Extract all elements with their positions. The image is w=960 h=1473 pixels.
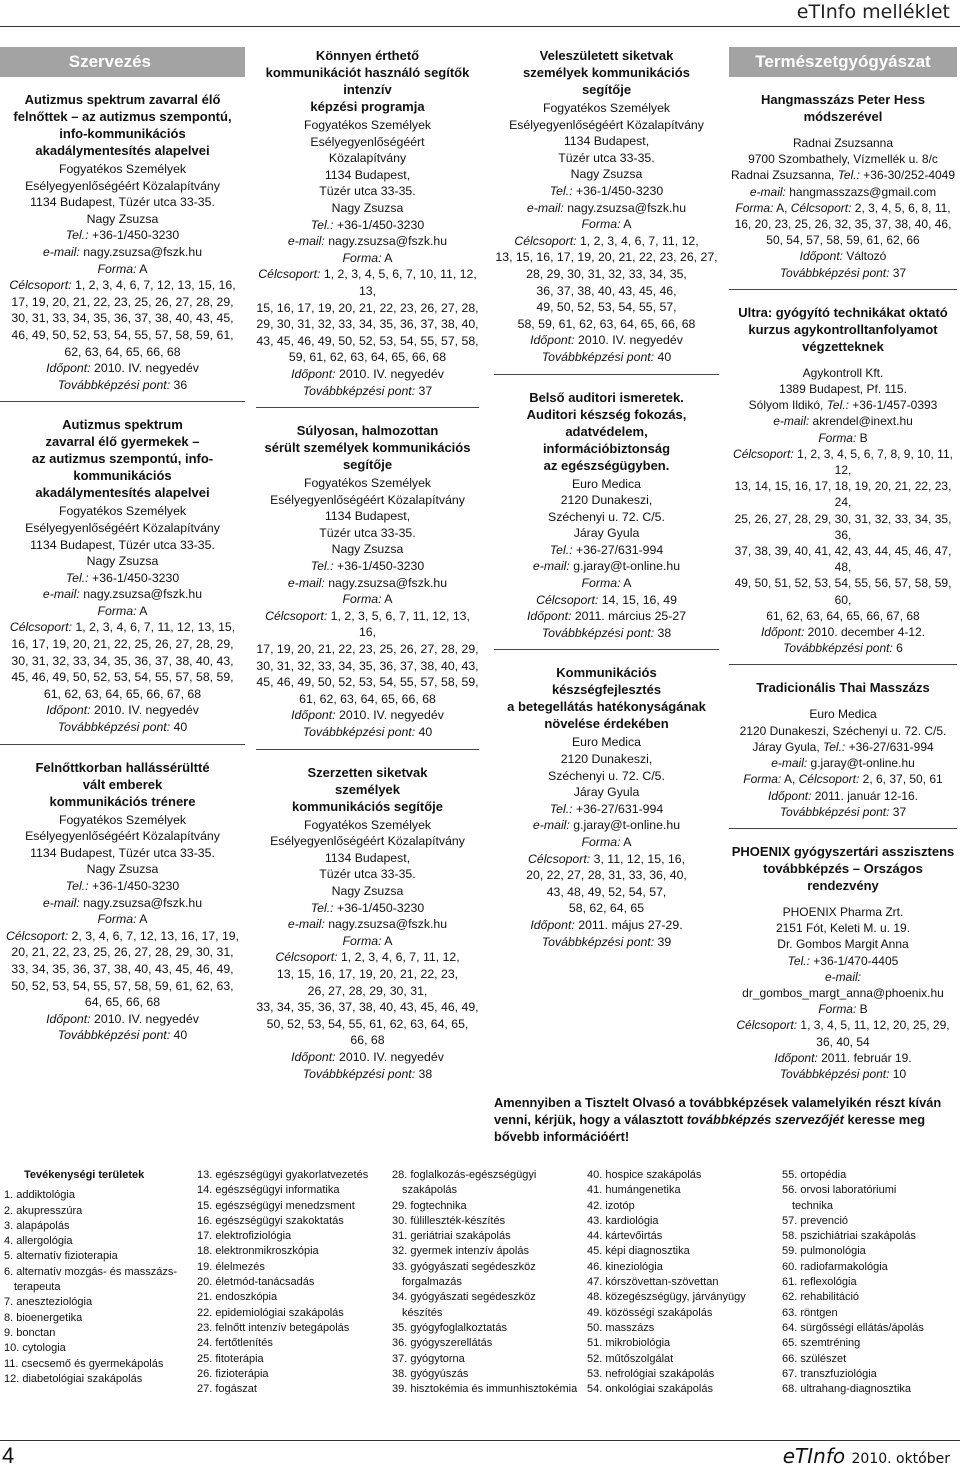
legend-item: 7. aneszteziológia xyxy=(4,1296,93,1309)
target-group: Célcsoport: 14, 15, 16, 49 xyxy=(536,592,677,607)
page-header xyxy=(0,0,960,27)
column-szervezes xyxy=(0,47,245,1066)
course-title: Veleszületett siketvak személyek kommunikációs segítője xyxy=(523,48,690,97)
legend-item: 10. cytologia xyxy=(4,1342,66,1355)
course-block-11 xyxy=(729,304,957,666)
target-group: Célcsoport: 1, 3, 4, 5, 11, 12, 20, 25, 29, 36, 40, 54 xyxy=(736,1018,950,1049)
credit-points: Továbbképzési pont: 40 xyxy=(302,725,433,739)
credit-points: Továbbképzési pont: 37 xyxy=(779,265,907,280)
target-group: Célcsoport: 1, 2, 3, 5, 6, 7, 11, 12, 13, 16, 17, 19, 20, 21, 22, 23, 25, 26, 27, 28, 29, 30, 31, 32, 33, 34, 35, 36, 37, 38, 40, 43, 45, 46, 49, 50, 52, 53, 54, 55, 57, 58, 59, 61, 62, 63, 64, 65, 66, 68 xyxy=(256,608,479,706)
course-title: Kommunikációs készségfejlesztés a betegellátás hatékonyságának növelése érdekében xyxy=(507,665,706,732)
address: 1134 Budapest, xyxy=(324,850,411,865)
org-name: Fogyatékos Személyek xyxy=(303,118,432,132)
legend-item: 8. bioenergetika xyxy=(4,1311,83,1324)
forma: Forma: A xyxy=(581,576,632,591)
legend-column-4 xyxy=(587,1168,746,1397)
legend-item: 16. egészségügyi szakoktatás xyxy=(197,1214,344,1227)
address: 1134 Budapest, xyxy=(324,167,411,182)
course-title: Szerzetten siketvak személyek kommunikációs segítője xyxy=(292,764,443,814)
legend-item: terapeuta xyxy=(14,1281,61,1294)
legend-item: 31. geriátriai szakápolás xyxy=(392,1230,511,1243)
org-name: Fogyatékos Személyek xyxy=(303,476,432,491)
course-title: Autizmus spektrum zavarral élő gyermekek – az autizmus szempontú, info- kommunikációs akadálymentesítés alapelvei xyxy=(31,417,214,501)
legend-item: 48. közegészségügy, járványügy xyxy=(587,1291,746,1304)
legend-item: 13. egészségügyi gyakorlatvezetés xyxy=(197,1169,369,1181)
phone: Radnai Zsuzsanna, Tel.: +36-30/252-4049 xyxy=(730,168,956,183)
phone: Tel.: +36-1/450-3230 xyxy=(65,570,180,585)
forma: Forma: A xyxy=(97,261,148,276)
org-name: Euro Medica xyxy=(571,735,642,750)
course-block-3 xyxy=(0,759,245,1052)
course-block-4 xyxy=(256,47,479,408)
forma: Forma: B xyxy=(818,430,868,445)
phone: Járay Gyula, Tel.: +36-27/631-994 xyxy=(752,739,934,754)
contact-person: Dr. Gombos Margit Anna xyxy=(777,937,909,952)
column-termeszetgyogyaszat xyxy=(729,47,957,1104)
date: Időpont: 2010. IV. negyedév xyxy=(46,361,199,376)
phone: Tel.: +36-27/631-994 xyxy=(549,542,664,557)
legend-item: 32. gyermek intenzív ápolás xyxy=(392,1245,529,1258)
email: e-mail: hangmasszazs@gmail.com xyxy=(749,184,937,199)
address: 1134 Budapest, Tüzér utca 33-35. xyxy=(30,195,215,210)
legend-item: 41. humángenetika xyxy=(587,1184,681,1197)
course-block-1 xyxy=(0,91,245,402)
legend-item: 12. diabetológiai szakápolás xyxy=(4,1372,143,1385)
org-name: Esélyegyenlőségéért Közalapítvány xyxy=(25,829,220,844)
legend-item: 1. addiktológia xyxy=(4,1189,75,1202)
course-block-7 xyxy=(494,47,719,375)
legend-item: 56. orvosi laboratóriumi xyxy=(782,1184,897,1197)
date: Időpont: 2010. IV. negyedév xyxy=(46,703,199,718)
email: e-mail: nagy.zsuzsa@fszk.hu xyxy=(42,587,203,602)
course-block-2 xyxy=(0,416,245,744)
course-title: Felnőttkorban hallássérültté vált emberek kommunikációs trénere xyxy=(35,759,210,809)
email: e-mail: nagy.zsuzsa@fszk.hu xyxy=(287,917,448,932)
legend-item: szakápolás xyxy=(402,1184,458,1197)
forma: Forma: A xyxy=(97,912,148,927)
credit-points: Továbbképzési pont: 38 xyxy=(302,1066,433,1081)
email: e-mail: nagy.zsuzsa@fszk.hu xyxy=(287,234,448,249)
forma: Forma: A xyxy=(581,217,632,232)
contact-person: Nagy Zsuzsa xyxy=(331,542,404,557)
org-name: Fogyatékos Személyek xyxy=(58,812,187,827)
contact-person: Nagy Zsuzsa xyxy=(86,554,159,569)
phone: Tel.: +36-1/450-3230 xyxy=(65,228,180,243)
contact-person: Nagy Zsuzsa xyxy=(86,211,159,226)
legend-column-3 xyxy=(392,1168,577,1397)
reader-note: Amennyiben a Tisztelt Olvasó a továbbképzések valamelyikén részt kíván venni, kérjük, hogy a választott továbbképzés szervezőjét keresse meg bővebb információért! xyxy=(494,1095,942,1144)
legend-item: technika xyxy=(792,1199,833,1212)
legend-item: 18. elektronmikroszkópia xyxy=(197,1245,319,1258)
phone: Tel.: +36-1/450-3230 xyxy=(65,879,180,893)
legend-column-5 xyxy=(782,1168,924,1397)
legend-item: 19. élelmezés xyxy=(197,1260,265,1273)
legend-item: 68. ultrahang-diagnosztika xyxy=(782,1383,912,1396)
course-block-10 xyxy=(729,91,957,290)
course-title: Ultra: gyógyító technikákat oktató kurzus agykontrolltanfolyamot végzetteknek xyxy=(738,304,948,354)
legend-item: 64. sürgősségi ellátás/ápolás xyxy=(782,1321,924,1334)
date: Időpont: 2011. január 12-16. xyxy=(768,788,918,803)
address: 2120 Dunakeszi, xyxy=(560,752,653,767)
legend-item: 4. allergológia xyxy=(4,1235,73,1248)
legend-item: 6. alternatív mozgás- és masszázs- xyxy=(4,1265,178,1278)
course-title: Tradicionális Thai Masszázs xyxy=(756,680,930,696)
legend-item: 24. fertőtlenítés xyxy=(197,1337,273,1350)
course-block-13 xyxy=(729,843,957,1090)
target-group: Célcsoport: 1, 2, 3, 4, 5, 6, 7, 10, 11, 12, 13, 15, 16, 17, 19, 20, 21, 22, 23, 26, 27, 28, 29, 30, 31, 32, 33, 34, 35, 36, 37, 38, 40, 43, 45, 46, 49, 50, 52, 53, 54, 55, 57, 58, 59, 61, 62, 63, 64, 65, 66, 68 xyxy=(256,267,479,365)
legend-item: 21. endoszkópia xyxy=(197,1291,278,1304)
legend-item: 58. pszichiátriai szakápolás xyxy=(782,1230,916,1243)
phone: Tel.: +36-27/631-994 xyxy=(549,801,664,816)
legend-item: 47. kórszövettan-szövettan xyxy=(587,1276,719,1289)
org-name: Fogyatékos Személyek xyxy=(542,101,671,115)
address: 1134 Budapest, Tüzér utca 33-35. xyxy=(30,537,215,552)
forma: Forma: A xyxy=(342,592,393,607)
email: e-mail: nagy.zsuzsa@fszk.hu xyxy=(526,200,687,215)
target-group: Célcsoport: 3, 11, 12, 15, 16, 20, 22, 27, 28, 31, 33, 36, 40, 43, 48, 49, 52, 54, 57, 58, 62, 64, 65 xyxy=(526,851,687,916)
section-title-szervezes: Szervezés xyxy=(0,47,245,77)
date: Időpont: 2010. december 4-12. xyxy=(760,625,926,640)
target-group: Célcsoport: 1, 2, 3, 4, 6, 7, 11, 12, 13, 15, 16, 17, 19, 20, 21, 22, 23, 26, 27, 28, 29, 30, 31, 32, 33, 34, 35, 36, 37, 38, 40, 43, 45, 46, 49, 50, 52, 53, 54, 55, 57, 58, 59, 61, 62, 63, 64, 65, 66, 68 xyxy=(495,233,718,331)
legend-item: 3. alapápolás xyxy=(4,1219,70,1232)
target-group: Forma: A, Célcsoport: 2, 6, 37, 50, 61 xyxy=(743,772,943,787)
credit-points: Továbbképzési pont: 6 xyxy=(783,641,903,656)
forma: Forma: A xyxy=(581,835,632,849)
target-group: Célcsoport: 1, 2, 3, 4, 6, 7, 12, 13, 15, 16, 17, 19, 20, 21, 22, 23, 25, 26, 27, 28, 29, 30, 31, 33, 34, 35, 36, 37, 38, 40, 43, 45, 46, 49, 50, 52, 53, 54, 55, 57, 58, 59, 61, 62, 63, 64, 65, 66, 68 xyxy=(9,278,236,359)
course-title: Súlyosan, halmozottan sérült személyek kommunikációs segítője xyxy=(264,423,471,473)
legend-item: 43. kardiológia xyxy=(587,1214,659,1227)
course-title: Autizmus spektrum zavarral élő felnőttek – az autizmus szempontú, info-kommunikációs akadálymentesítés alapelvei xyxy=(13,92,232,158)
credit-points: Továbbképzési pont: 10 xyxy=(779,1066,907,1081)
address: 2151 Fót, Keleti M. u. 19. xyxy=(775,921,911,936)
legend-item: 2. akupresszúra xyxy=(4,1204,83,1217)
legend-item: 61. reflexológia xyxy=(782,1276,857,1289)
contact-person: Nagy Zsuzsa xyxy=(570,167,643,182)
legend-item: 55. ortopédia xyxy=(782,1169,847,1181)
legend-item: 65. szemtréning xyxy=(782,1337,861,1350)
legend-item: 51. mikrobiológia xyxy=(587,1337,671,1350)
legend-item: 20. életmód-tanácsadás xyxy=(197,1276,315,1289)
legend-item: 46. kineziológia xyxy=(587,1260,663,1273)
credit-points: Továbbképzési pont: 36 xyxy=(57,377,188,392)
email: e-mail: dr_gombos_margt_anna@phoenix.hu xyxy=(742,969,944,1000)
org-name: Esélyegyenlőségéért Közalapítvány xyxy=(25,520,220,535)
forma: Forma: A xyxy=(342,250,393,265)
legend-item: 15. egészségügyi menedzsment xyxy=(197,1199,355,1212)
org-name: Fogyatékos Személyek xyxy=(58,504,187,519)
org-name: Esélyegyenlőségéért Közalapítvány xyxy=(270,492,465,507)
legend-item: 39. hisztokémia és immunhisztokémia xyxy=(392,1383,578,1396)
course-block-6 xyxy=(256,764,479,1091)
org-name: Esélyegyenlőségéért Közalapítvány xyxy=(270,834,465,849)
org-name: Közalapítvány xyxy=(328,151,407,166)
legend-item: 36. gyógyszerellátás xyxy=(392,1337,493,1350)
org-name: Esélyegyenlőségéért xyxy=(310,134,425,149)
email: e-mail: g.jaray@t-online.hu xyxy=(532,559,681,574)
course-title: PHOENIX gyógyszertári asszisztens továbbképzés – Országos rendezvény xyxy=(731,843,955,893)
forma: Forma: A xyxy=(342,933,393,948)
address: 9700 Szombathely, Vízmellék u. 8/c xyxy=(748,152,938,167)
address: Tüzér utca 33-35. xyxy=(319,867,416,882)
course-block-9 xyxy=(494,664,719,958)
address: Tüzér utca 33-35. xyxy=(558,150,655,165)
legend-item: 53. nefrológiai szakápolás xyxy=(587,1367,715,1380)
date: Időpont: 2011. február 19. xyxy=(774,1050,912,1065)
legend-item: 34. gyógyászati segédeszköz xyxy=(392,1291,536,1304)
contact-person: Nagy Zsuzsa xyxy=(331,200,404,215)
legend-item: 45. képi diagnosztika xyxy=(587,1245,690,1258)
address: 2120 Dunakeszi, Széchenyi u. 72. C/5. xyxy=(739,723,947,738)
legend-title: Tevékenységi területek xyxy=(24,1169,145,1181)
legend-item: 29. fogtechnika xyxy=(392,1199,467,1212)
legend-item: 54. onkológiai szakápolás xyxy=(587,1383,713,1396)
legend-item: 59. pulmonológia xyxy=(782,1245,866,1258)
legend-item: 30. fülilleszték-készítés xyxy=(392,1214,506,1227)
date: Időpont: 2010. IV. negyedév xyxy=(46,1011,199,1026)
target-group: Forma: A, Célcsoport: 2, 3, 4, 5, 6, 8, 11, 16, 20, 23, 25, 26, 32, 35, 37, 38, 40, 46, 50, 54, 57, 58, 59, 61, 62, 66 xyxy=(734,200,952,248)
legend-item: 38. gyógyúszás xyxy=(392,1367,469,1380)
address: 1134 Budapest, xyxy=(563,134,650,149)
legend-item: 50. masszázs xyxy=(587,1321,655,1334)
email: e-mail: nagy.zsuzsa@fszk.hu xyxy=(42,244,203,259)
contact-person: Nagy Zsuzsa xyxy=(86,862,159,877)
email: e-mail: nagy.zsuzsa@fszk.hu xyxy=(287,575,448,590)
address: Tüzér utca 33-35. xyxy=(319,184,416,199)
legend-item: 5. alternatív fizioterapia xyxy=(4,1250,118,1263)
legend-item: 25. fitoterápia xyxy=(197,1352,264,1365)
contact-person: Járay Gyula xyxy=(573,526,640,541)
forma: Forma: B xyxy=(818,1002,868,1017)
phone: Tel.: +36-1/450-3230 xyxy=(310,900,425,915)
credit-points: Továbbképzési pont: 37 xyxy=(302,383,433,398)
legend-item: 9. bonctan xyxy=(4,1326,56,1339)
legend-item: 23. felnőtt intenzív betegápolás xyxy=(197,1321,350,1334)
legend-item: 42. izotóp xyxy=(587,1199,635,1212)
legend-item: 44. kártevőirtás xyxy=(587,1230,663,1243)
org-name: PHOENIX Pharma Zrt. xyxy=(782,904,904,919)
section-title-termeszetgyogyaszat: Természetgyógyászat xyxy=(729,47,957,77)
course-block-12 xyxy=(729,679,957,828)
date: Időpont: 2010. IV. negyedév xyxy=(291,366,444,381)
course-block-5 xyxy=(256,422,479,750)
target-group: Célcsoport: 2, 3, 4, 6, 7, 12, 13, 16, 17, 19, 20, 21, 22, 23, 25, 26, 27, 28, 29, 30, 31, 33, 34, 35, 36, 37, 38, 40, 43, 45, 46, 49, 50, 52, 53, 54, 55, 57, 58, 59, 61, 62, 63, 64, 65, 66, 68 xyxy=(5,928,240,1010)
legend-item: 33. gyógyászati segédeszköz xyxy=(392,1260,536,1273)
phone: Tel.: +36-1/470-4405 xyxy=(787,953,899,968)
address: 1134 Budapest, xyxy=(324,509,411,524)
footer-brand: eТInfo 2010. október xyxy=(782,1444,950,1468)
org-name: Euro Medica xyxy=(809,707,877,722)
footer-rule xyxy=(0,1440,960,1441)
legend-item: 60. radiofarmakológia xyxy=(782,1260,888,1273)
credit-points: Továbbképzési pont: 39 xyxy=(541,934,672,949)
address: 1389 Budapest, Pf. 115. xyxy=(779,382,907,397)
date: Időpont: Változó xyxy=(799,249,887,264)
legend-item: 17. elektrofiziológia xyxy=(197,1230,292,1243)
email: e-mail: g.jaray@t-online.hu xyxy=(532,818,681,833)
org-name: Esélyegyenlőségéért Közalapítvány xyxy=(25,178,220,193)
phone: Tel.: +36-1/450-3230 xyxy=(310,559,425,574)
legend-item: 62. rehabilitáció xyxy=(782,1291,860,1304)
address: Tüzér utca 33-35. xyxy=(319,525,416,540)
credit-points: Továbbképzési pont: 38 xyxy=(541,625,672,640)
course-block-8 xyxy=(494,389,719,651)
address: 1134 Budapest, Tüzér utca 33-35. xyxy=(30,845,215,860)
contact-person: Járay Gyula xyxy=(573,785,640,800)
address: Széchenyi u. 72. C/5. xyxy=(548,768,665,783)
legend-column-1 xyxy=(4,1168,177,1387)
legend-item: 28. foglalkozás-egészségügyi xyxy=(392,1169,537,1181)
legend-item: 52. műtőszolgálat xyxy=(587,1352,674,1365)
org-name: Esélyegyenlőségéért Közalapítvány xyxy=(509,117,704,132)
column-3 xyxy=(494,47,719,972)
legend-item: 26. fizioterápia xyxy=(197,1367,269,1380)
header-brand: eТInfo melléklet xyxy=(796,1,950,23)
column-2 xyxy=(256,47,479,1104)
legend-item: 63. röntgen xyxy=(782,1306,838,1319)
address: 2120 Dunakeszi, xyxy=(560,493,653,508)
legend-item: 14. egészségügyi informatika xyxy=(197,1184,340,1197)
email: e-mail: akrendel@inext.hu xyxy=(773,414,913,429)
address: Széchenyi u. 72. C/5. xyxy=(548,509,665,524)
date: Időpont: 2011. május 27-29. xyxy=(530,917,683,932)
legend-item: 66. szülészet xyxy=(782,1352,847,1365)
org-name: Euro Medica xyxy=(571,476,642,491)
credit-points: Továbbképzési pont: 40 xyxy=(57,720,188,735)
date: Időpont: 2011. március 25-27 xyxy=(526,609,687,624)
course-title: Könnyen érthető kommunikációt használó segítők intenzív képzési programja xyxy=(265,48,470,114)
legend-item: 35. gyógyfoglalkoztatás xyxy=(392,1321,507,1334)
legend-item: 67. transzfuziológia xyxy=(782,1367,877,1380)
email: e-mail: g.jaray@t-online.hu xyxy=(771,756,915,771)
contact-person: Nagy Zsuzsa xyxy=(331,883,404,898)
org-name: Fogyatékos Személyek xyxy=(303,817,432,832)
phone: Tel.: +36-1/450-3230 xyxy=(549,183,664,198)
course-title: Hangmasszázs Peter Hess módszerével xyxy=(760,92,926,124)
org-name: Radnai Zsuzsanna xyxy=(792,136,894,150)
legend-item: 22. epidemiológiai szakápolás xyxy=(197,1306,344,1319)
target-group: Célcsoport: 1, 2, 3, 4, 6, 7, 11, 12, 13, 15, 16, 17, 19, 20, 21, 22, 25, 26, 27, 28, 29, 30, 31, 32, 33, 34, 35, 36, 37, 38, 40, 43, 45, 46, 49, 50, 52, 53, 54, 55, 57, 58, 59, 61, 62, 63, 64, 65, 66, 67, 68 xyxy=(9,620,236,701)
legend-column-2 xyxy=(197,1168,368,1397)
target-group: Célcsoport: 1, 2, 3, 4, 6, 7, 11, 12, 13, 15, 16, 17, 19, 20, 21, 22, 23, 26, 27, 28, 29, 30, 31, 33, 34, 35, 36, 37, 38, 40, 43, 45, 46, 49, 50, 52, 53, 54, 55, 61, 62, 63, 64, 65, 66, 68 xyxy=(256,950,479,1048)
legend-item: 40. hospice szakápolás xyxy=(587,1169,702,1181)
date: Időpont: 2010. IV. negyedév xyxy=(530,333,683,348)
page-number: 4 xyxy=(2,1443,15,1468)
forma: Forma: A xyxy=(97,603,148,618)
target-group: Célcsoport: 1, 2, 3, 4, 5, 6, 7, 8, 9, 10, 11, 12, 13, 14, 15, 16, 17, 18, 19, 20, 21, 22, 23, 24, 25, 26, 27, 28, 29, 30, 31, 32, 33, 34, 35, 36, 37, 38, 39, 40, 41, 42, 43, 44, 45, 46, 47, 48, 49, 50, 51, 52, 53, 54, 55, 56, 57, 58, 59, 60, 61, 62, 63, 64, 65, 66, 67, 68 xyxy=(733,446,953,623)
legend-item: 57. prevenció xyxy=(782,1214,849,1227)
legend-item: 49. közösségi szakápolás xyxy=(587,1306,713,1319)
legend-item: 11. csecsemő és gyermekápolás xyxy=(4,1357,164,1370)
date: Időpont: 2010. IV. negyedév xyxy=(291,1049,444,1064)
legend-item: 27. fogászat xyxy=(197,1383,257,1396)
org-name: Agykontroll Kft. xyxy=(802,365,884,380)
legend-item: készítés xyxy=(402,1306,443,1319)
course-title: Belső auditori ismeretek. Auditori készség fokozás, adatvédelem, információbiztonság az egészségügyben. xyxy=(526,389,687,473)
credit-points: Továbbképzési pont: 37 xyxy=(779,804,907,819)
org-name: Fogyatékos Személyek xyxy=(58,162,187,176)
phone: Sólyom Ildikó, Tel.: +36-1/457-0393 xyxy=(748,398,938,413)
phone: Tel.: +36-1/450-3230 xyxy=(310,217,425,232)
email: e-mail: nagy.zsuzsa@fszk.hu xyxy=(42,895,203,910)
credit-points: Továbbképzési pont: 40 xyxy=(541,349,672,364)
legend-item: 37. gyógytorna xyxy=(392,1352,465,1365)
credit-points: Továbbképzési pont: 40 xyxy=(57,1028,188,1043)
legend-item: forgalmazás xyxy=(402,1276,462,1289)
date: Időpont: 2010. IV. negyedév xyxy=(291,708,444,723)
